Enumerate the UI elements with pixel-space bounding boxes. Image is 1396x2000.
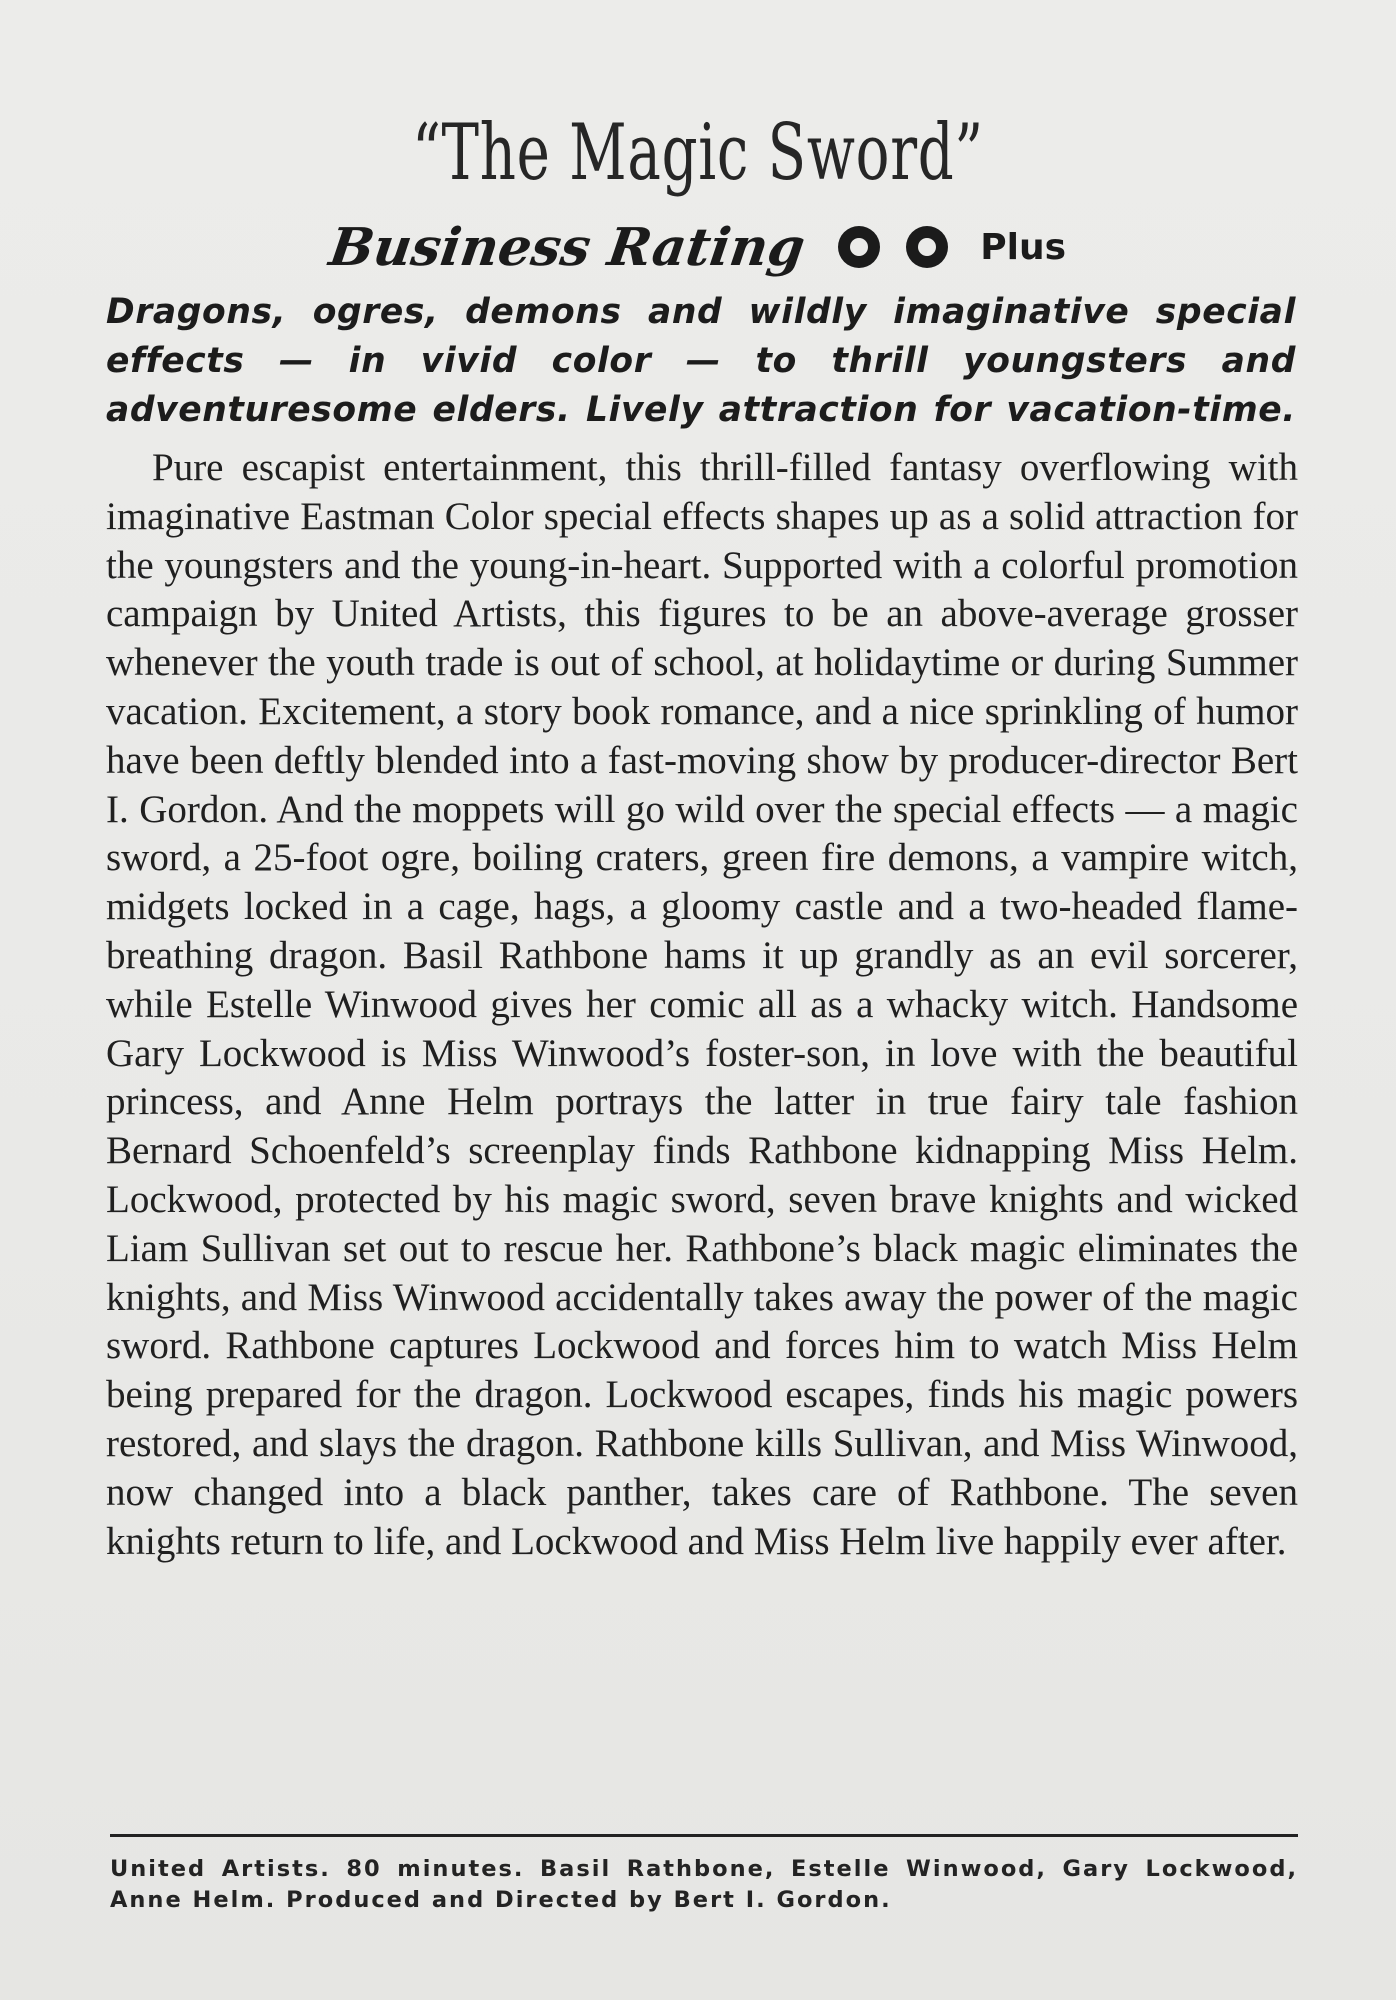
rating-plus: Plus <box>980 226 1067 268</box>
divider-rule <box>110 1834 1298 1837</box>
business-rating <box>0 212 1396 282</box>
review-summary: Dragons, ogres, demons and wildly imaginative special effects — in vivid color — to thrill youngsters and adventuresome elders. Lively attraction for vacation-time. <box>106 292 1296 430</box>
rating-dot-icon <box>906 226 948 268</box>
article-title: “The Magic Sword” <box>412 108 984 198</box>
rating-label: Business Rating <box>325 216 809 278</box>
film-credits: United Artists. 80 minutes. Basil Rathbone, Estelle Winwood, Gary Lockwood, Anne Helm. Produced and Directed by Bert I. Gordon. <box>110 1856 1298 1913</box>
rating-dot-icon <box>838 226 880 268</box>
review-body: Pure escapist entertainment, this thrill-filled fantasy overflowing with imaginative Eastman Color special effects shapes up as a solid attraction for the youngsters and the young-in-heart. Supported with a colorful promotion campaign by United Artists, this figures to be an above-average grosser whenever the youth trade is out of school, at holidaytime or during Summer vacation. Excitement, a story book romance, and a nice sprinkling of humor have been deftly blended into a fast-moving show by producer-director Bert I. Gordon. And the moppets will go wild over the special effects — a magic sword, a 25-foot ogre, boiling craters, green fire demons, a vampire witch, midgets locked in a cage, hags, a gloomy castle and a two-headed flame-breathing dragon. Basil Rathbone hams it up grandly as an evil sorcerer, while Estelle Winwood gives her comic all as a whacky witch. Handsome Gary Lockwood is Miss Winwood’s foster-son, in love with the beautiful princess, and Anne Helm portrays the latter in true fairy tale fashion Bernard Schoenfeld’s screenplay finds Rathbone kidnapping Miss Helm. Lockwood, protected by his magic sword, seven brave knights and wicked Liam Sullivan set out to rescue her. Rathbone’s black magic eliminates the knights, and Miss Winwood accidentally takes away the power of the magic sword. Rathbone captures Lockwood and forces him to watch Miss Helm being prepared for the dragon. Lockwood escapes, finds his magic powers restored, and slays the dragon. Rathbone kills Sullivan, and Miss Winwood, now changed into a black panther, takes care of Rathbone. The seven knights return to life, and Lockwood and Miss Helm live happily ever after. <box>106 446 1298 1563</box>
